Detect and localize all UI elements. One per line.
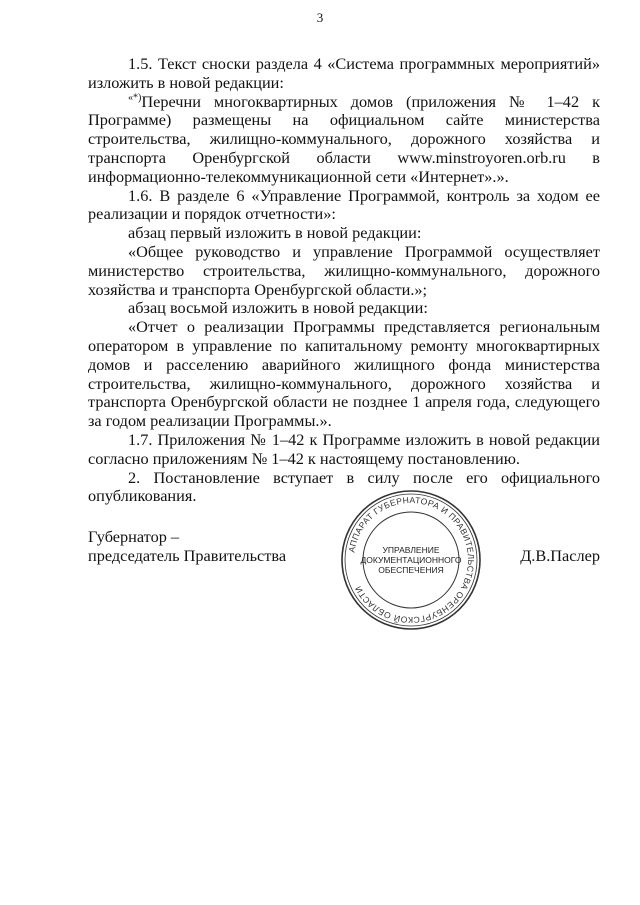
paragraph-abzac-8: абзац восьмой изложить в новой редакции: [128,298,428,318]
footnote-text: Перечни многоквартирных домов (приложения № 1–42 к Программе) размещены на официальном сайте министерства строительства, жилищно-коммунального, дорожного хозяйства и транспорта Оренбургской области www.minstroyoren.orb.ru в информационно-телекоммуникационной сети «Интернет».». [88,91,600,186]
stamp-line-3: ОБЕСПЕЧЕНИЯ [378,565,444,575]
document-body [88,55,600,506]
paragraph-1-7: 1.7. Приложения № 1–42 к Программе изложить в новой редакции согласно приложениям № 1–42 к настоящему постановлению. [88,429,600,468]
stamp-line-2: ДОКУМЕНТАЦИОННОГО [360,555,462,565]
signature-title-line2: председатель Правительства [88,545,287,565]
paragraph-footnote [88,93,600,187]
paragraph-report: «Отчет о реализации Программы представляется региональным оператором в управление по капитальному ремонту многоквартирных домов и расселению аварийного жилищного фонда министерства строительства, жилищно-коммунального, дорожного хозяйства и транспорта Оренбургской области не позднее 1 апреля года, следующего за годом реализации Программы.». [88,317,600,431]
signature-name: Д.В.Паслер [520,546,600,565]
paragraph-abzac-1: абзац первый изложить в новой редакции: [128,223,422,243]
paragraph-1-6: 1.6. В разделе 6 «Управление Программой, контроль за ходом ее реализации и порядок отчетности»: [88,185,600,224]
paragraph-general-management: «Общее руководство и управление Программой осуществляет министерство строительства, жилищно-коммунального, дорожного хозяйства и транспорта Оренбургской области.»; [88,241,600,299]
signature-title [88,528,286,566]
signature-title-line1: Губернатор – [88,527,180,546]
paragraph-2: 2. Постановление вступает в силу после его официального опубликования. [88,467,600,506]
paragraph-1-5: 1.5. Текст сноски раздела 4 «Система программных мероприятий» изложить в новой редакции: [88,54,600,92]
stamp-line-1: УПРАВЛЕНИЕ [382,545,440,555]
official-stamp [339,488,483,632]
footnote-marker: «*) [128,92,142,104]
svg-text:АППАРАТ ГУБЕРНАТОРА И ПРАВИТЕЛ: АППАРАТ ГУБЕРНАТОРА И ПРАВИТЕЛЬСТВА ОРЕНБУРГСКОЙ ОБЛАСТИ [346,494,477,626]
page-number: 3 [316,10,324,25]
